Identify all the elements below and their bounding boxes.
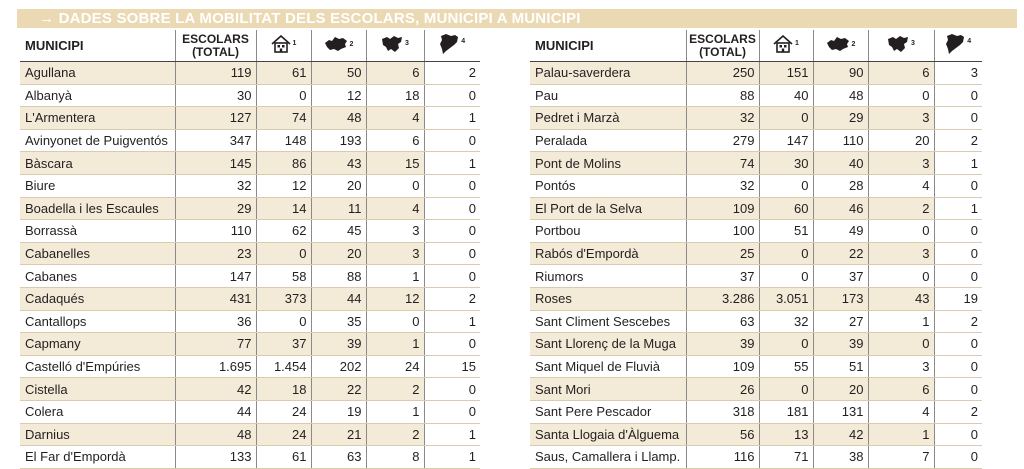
escolars-total-cell: 145 bbox=[175, 152, 256, 175]
same-province-count-cell: 1 bbox=[366, 333, 424, 356]
same-municipality-count-cell: 58 bbox=[256, 265, 311, 288]
catalonia-count-cell: 3 bbox=[934, 62, 982, 85]
municipality-name-cell: El Port de la Selva bbox=[530, 197, 686, 220]
table-row bbox=[20, 62, 480, 85]
escolars-total-cell: 100 bbox=[686, 220, 759, 243]
escolars-total-cell: 36 bbox=[175, 310, 256, 333]
same-comarca-count-cell: 11 bbox=[311, 197, 366, 220]
same-municipality-count-cell: 148 bbox=[256, 129, 311, 152]
same-province-count-cell: 4 bbox=[366, 107, 424, 130]
same-comarca-count-cell: 202 bbox=[311, 355, 366, 378]
escolars-total-cell: 63 bbox=[686, 310, 759, 333]
same-comarca-count-cell: 12 bbox=[311, 84, 366, 107]
table-row bbox=[20, 84, 480, 107]
escolars-total-column-header bbox=[175, 30, 256, 62]
same-comarca-count-cell: 43 bbox=[311, 152, 366, 175]
same-municipality-count-cell: 151 bbox=[759, 62, 813, 85]
same-province-count-cell: 0 bbox=[868, 265, 934, 288]
same-municipality-count-cell: 62 bbox=[256, 220, 311, 243]
same-municipality-count-cell: 3.051 bbox=[759, 287, 813, 310]
same-comarca-count-cell: 42 bbox=[813, 423, 868, 446]
table-row bbox=[20, 446, 480, 469]
same-municipality-count-cell: 55 bbox=[759, 355, 813, 378]
same-province-count-cell: 4 bbox=[868, 400, 934, 423]
escolars-total-cell: 250 bbox=[686, 62, 759, 85]
same-municipality-count-cell: 0 bbox=[256, 84, 311, 107]
municipality-name-cell: Roses bbox=[530, 287, 686, 310]
same-comarca-count-cell: 29 bbox=[813, 107, 868, 130]
municipality-name-cell: Darnius bbox=[20, 423, 175, 446]
municipality-name-cell: Cadaqués bbox=[20, 287, 175, 310]
same-comarca-count-cell: 46 bbox=[813, 197, 868, 220]
catalonia-count-cell: 19 bbox=[934, 287, 982, 310]
escolars-total-cell: 147 bbox=[175, 265, 256, 288]
province-map-icon bbox=[381, 35, 403, 53]
same-municipality-count-cell: 37 bbox=[256, 333, 311, 356]
table-row bbox=[530, 355, 982, 378]
table-row bbox=[530, 152, 982, 175]
escolars-total-cell: 77 bbox=[175, 333, 256, 356]
catalonia-count-cell: 0 bbox=[934, 242, 982, 265]
same-comarca-count-cell: 88 bbox=[311, 265, 366, 288]
same-province-count-cell: 3 bbox=[868, 107, 934, 130]
escolars-total-cell: 56 bbox=[686, 423, 759, 446]
same-municipality-count-cell: 13 bbox=[759, 423, 813, 446]
footnote-marker: 1 bbox=[795, 40, 799, 47]
same-comarca-count-cell: 48 bbox=[311, 107, 366, 130]
same-province-count-cell: 6 bbox=[868, 62, 934, 85]
same-municipality-count-cell: 373 bbox=[256, 287, 311, 310]
same-municipality-count-cell: 61 bbox=[256, 446, 311, 469]
catalonia-map-icon bbox=[945, 33, 965, 55]
catalonia-count-cell: 0 bbox=[424, 242, 480, 265]
same-province-count-cell: 6 bbox=[366, 62, 424, 85]
municipality-name-cell: Sant Llorenç de la Muga bbox=[530, 333, 686, 356]
catalonia-count-cell: 0 bbox=[424, 84, 480, 107]
municipality-name-cell: Agullana bbox=[20, 62, 175, 85]
table-row bbox=[530, 446, 982, 469]
same-comarca-count-cell: 131 bbox=[813, 400, 868, 423]
footnote-marker: 3 bbox=[911, 40, 915, 47]
footnote-marker: 4 bbox=[967, 38, 972, 45]
table-row bbox=[20, 333, 480, 356]
municipality-name-cell: Pontós bbox=[530, 174, 686, 197]
arrow-icon: → bbox=[39, 10, 55, 27]
same-province-count-cell: 1 bbox=[868, 423, 934, 446]
municipality-name-cell: Rabós d'Empordà bbox=[530, 242, 686, 265]
escolars-total-cell: 1.695 bbox=[175, 355, 256, 378]
catalonia-map-column-header bbox=[424, 30, 480, 62]
same-municipality-count-cell: 0 bbox=[759, 174, 813, 197]
banner-title-text: DADES SOBRE LA MOBILITAT DELS ESCOLARS, MUNICIPI A MUNICIPI bbox=[58, 10, 581, 27]
same-province-count-cell: 1 bbox=[366, 265, 424, 288]
same-province-count-cell: 0 bbox=[366, 174, 424, 197]
municipality-name-cell: Sant Mori bbox=[530, 378, 686, 401]
same-province-count-cell: 43 bbox=[868, 287, 934, 310]
escolars-total-cell: 39 bbox=[686, 333, 759, 356]
escolars-total-cell: 133 bbox=[175, 446, 256, 469]
same-municipality-count-cell: 0 bbox=[759, 333, 813, 356]
table-row bbox=[20, 265, 480, 288]
escolars-total-cell: 347 bbox=[175, 129, 256, 152]
same-province-count-cell: 6 bbox=[868, 378, 934, 401]
footnote-marker: 3 bbox=[405, 40, 409, 47]
same-comarca-count-cell: 39 bbox=[311, 333, 366, 356]
same-comarca-count-cell: 38 bbox=[813, 446, 868, 469]
same-comarca-count-cell: 63 bbox=[311, 446, 366, 469]
same-province-count-cell: 1 bbox=[868, 310, 934, 333]
municipality-name-cell: Cabanes bbox=[20, 265, 175, 288]
catalonia-count-cell: 15 bbox=[424, 355, 480, 378]
same-comarca-count-cell: 40 bbox=[813, 152, 868, 175]
same-municipality-count-cell: 40 bbox=[759, 84, 813, 107]
municipi-column-header: MUNICIPI bbox=[20, 30, 175, 62]
municipality-name-cell: Biure bbox=[20, 174, 175, 197]
catalonia-count-cell: 1 bbox=[424, 446, 480, 469]
catalonia-count-cell: 0 bbox=[424, 333, 480, 356]
table-row bbox=[530, 333, 982, 356]
escolars-total-cell: 48 bbox=[175, 423, 256, 446]
catalonia-count-cell: 0 bbox=[424, 378, 480, 401]
escolars-total-cell: 32 bbox=[175, 174, 256, 197]
municipality-name-cell: Sant Climent Sescebes bbox=[530, 310, 686, 333]
escolars-total-cell: 74 bbox=[686, 152, 759, 175]
table-row bbox=[20, 310, 480, 333]
catalonia-count-cell: 0 bbox=[424, 400, 480, 423]
catalonia-count-cell: 0 bbox=[424, 174, 480, 197]
same-province-count-cell: 1 bbox=[366, 400, 424, 423]
municipality-name-cell: Santa Llogaia d'Àlguema bbox=[530, 423, 686, 446]
table-row bbox=[530, 378, 982, 401]
same-comarca-count-cell: 173 bbox=[813, 287, 868, 310]
escolars-total-cell: 3.286 bbox=[686, 287, 759, 310]
escolars-total-cell: 25 bbox=[686, 242, 759, 265]
footnote-marker: 2 bbox=[851, 41, 856, 48]
municipality-name-cell: Sant Pere Pescador bbox=[530, 400, 686, 423]
same-municipality-count-cell: 181 bbox=[759, 400, 813, 423]
escolars-total-cell: 42 bbox=[175, 378, 256, 401]
same-comarca-count-cell: 39 bbox=[813, 333, 868, 356]
banner-title bbox=[17, 10, 581, 27]
municipality-name-cell: Saus, Camallera i Llamp. bbox=[530, 446, 686, 469]
same-comarca-count-cell: 50 bbox=[311, 62, 366, 85]
table-row bbox=[530, 197, 982, 220]
escolars-total-cell: 110 bbox=[175, 220, 256, 243]
escolars-header-line2: (TOTAL) bbox=[192, 44, 239, 59]
municipality-name-cell: Portbou bbox=[530, 220, 686, 243]
same-municipality-count-cell: 1.454 bbox=[256, 355, 311, 378]
comarca-map-column-header bbox=[311, 30, 366, 62]
escolars-total-cell: 109 bbox=[686, 355, 759, 378]
catalonia-map-column-header bbox=[934, 30, 982, 62]
table-row bbox=[20, 423, 480, 446]
same-province-count-cell: 3 bbox=[868, 355, 934, 378]
table-row bbox=[530, 62, 982, 85]
same-comarca-count-cell: 19 bbox=[311, 400, 366, 423]
same-municipality-count-cell: 14 bbox=[256, 197, 311, 220]
same-comarca-count-cell: 110 bbox=[813, 129, 868, 152]
same-province-count-cell: 0 bbox=[868, 220, 934, 243]
same-municipality-count-cell: 24 bbox=[256, 400, 311, 423]
house-icon bbox=[271, 35, 291, 53]
same-comarca-count-cell: 20 bbox=[311, 174, 366, 197]
escolars-total-cell: 127 bbox=[175, 107, 256, 130]
catalonia-count-cell: 0 bbox=[934, 174, 982, 197]
same-municipality-count-cell: 86 bbox=[256, 152, 311, 175]
catalonia-count-cell: 0 bbox=[934, 446, 982, 469]
escolars-header-line1: ESCOLARS bbox=[182, 31, 249, 46]
same-province-count-cell: 4 bbox=[868, 174, 934, 197]
escolars-total-cell: 318 bbox=[686, 400, 759, 423]
escolars-total-cell: 26 bbox=[686, 378, 759, 401]
same-municipality-count-cell: 18 bbox=[256, 378, 311, 401]
municipality-name-cell: Cistella bbox=[20, 378, 175, 401]
same-province-count-cell: 0 bbox=[868, 84, 934, 107]
table-row bbox=[20, 174, 480, 197]
house-column-header bbox=[256, 30, 311, 62]
table-row bbox=[530, 265, 982, 288]
same-comarca-count-cell: 22 bbox=[813, 242, 868, 265]
house-column-header bbox=[759, 30, 813, 62]
table-row bbox=[20, 355, 480, 378]
same-province-count-cell: 15 bbox=[366, 152, 424, 175]
province-map-icon bbox=[887, 35, 909, 53]
municipality-name-cell: Riumors bbox=[530, 265, 686, 288]
escolars-total-cell: 116 bbox=[686, 446, 759, 469]
catalonia-map-icon bbox=[439, 33, 459, 55]
catalonia-count-cell: 0 bbox=[424, 220, 480, 243]
mobility-table-left bbox=[20, 30, 480, 469]
catalonia-count-cell: 1 bbox=[424, 423, 480, 446]
same-municipality-count-cell: 0 bbox=[759, 242, 813, 265]
catalonia-count-cell: 1 bbox=[934, 152, 982, 175]
same-comarca-count-cell: 28 bbox=[813, 174, 868, 197]
same-province-count-cell: 3 bbox=[868, 242, 934, 265]
table-row bbox=[530, 400, 982, 423]
catalonia-count-cell: 1 bbox=[424, 310, 480, 333]
same-comarca-count-cell: 193 bbox=[311, 129, 366, 152]
same-comarca-count-cell: 48 bbox=[813, 84, 868, 107]
same-municipality-count-cell: 61 bbox=[256, 62, 311, 85]
same-province-count-cell: 2 bbox=[366, 423, 424, 446]
table-row bbox=[530, 287, 982, 310]
same-municipality-count-cell: 74 bbox=[256, 107, 311, 130]
mobility-table-right bbox=[530, 30, 982, 469]
municipality-name-cell: Bàscara bbox=[20, 152, 175, 175]
same-municipality-count-cell: 0 bbox=[759, 265, 813, 288]
municipi-column-header: MUNICIPI bbox=[530, 30, 686, 62]
same-province-count-cell: 7 bbox=[868, 446, 934, 469]
title-banner bbox=[17, 9, 1017, 28]
same-municipality-count-cell: 30 bbox=[759, 152, 813, 175]
table-row bbox=[20, 287, 480, 310]
catalonia-count-cell: 2 bbox=[934, 129, 982, 152]
table-row bbox=[20, 107, 480, 130]
municipality-name-cell: Palau-saverdera bbox=[530, 62, 686, 85]
comarca-map-column-header bbox=[813, 30, 868, 62]
comarca-map-icon bbox=[324, 36, 348, 52]
province-map-column-header bbox=[868, 30, 934, 62]
catalonia-count-cell: 0 bbox=[934, 378, 982, 401]
table-row bbox=[20, 400, 480, 423]
same-municipality-count-cell: 71 bbox=[759, 446, 813, 469]
escolars-total-cell: 32 bbox=[686, 174, 759, 197]
escolars-total-column-header bbox=[686, 30, 759, 62]
municipality-name-cell: Albanyà bbox=[20, 84, 175, 107]
province-map-column-header bbox=[366, 30, 424, 62]
table-row bbox=[20, 129, 480, 152]
table-row bbox=[530, 220, 982, 243]
catalonia-count-cell: 0 bbox=[934, 333, 982, 356]
municipality-name-cell: Cabanelles bbox=[20, 242, 175, 265]
comarca-map-icon bbox=[826, 36, 850, 52]
table-row bbox=[530, 84, 982, 107]
same-municipality-count-cell: 51 bbox=[759, 220, 813, 243]
table-row bbox=[20, 378, 480, 401]
same-comarca-count-cell: 37 bbox=[813, 265, 868, 288]
same-province-count-cell: 0 bbox=[868, 333, 934, 356]
catalonia-count-cell: 0 bbox=[934, 84, 982, 107]
same-municipality-count-cell: 0 bbox=[759, 378, 813, 401]
municipality-name-cell: El Far d'Empordà bbox=[20, 446, 175, 469]
escolars-total-cell: 37 bbox=[686, 265, 759, 288]
same-province-count-cell: 2 bbox=[868, 197, 934, 220]
same-comarca-count-cell: 45 bbox=[311, 220, 366, 243]
catalonia-count-cell: 0 bbox=[934, 355, 982, 378]
escolars-total-cell: 44 bbox=[175, 400, 256, 423]
table-row bbox=[20, 242, 480, 265]
municipality-name-cell: Avinyonet de Puigventós bbox=[20, 129, 175, 152]
same-comarca-count-cell: 20 bbox=[311, 242, 366, 265]
escolars-total-cell: 119 bbox=[175, 62, 256, 85]
catalonia-count-cell: 1 bbox=[424, 152, 480, 175]
same-province-count-cell: 24 bbox=[366, 355, 424, 378]
catalonia-count-cell: 2 bbox=[934, 400, 982, 423]
catalonia-count-cell: 2 bbox=[934, 310, 982, 333]
municipality-name-cell: Pau bbox=[530, 84, 686, 107]
catalonia-count-cell: 2 bbox=[424, 62, 480, 85]
same-municipality-count-cell: 24 bbox=[256, 423, 311, 446]
same-comarca-count-cell: 49 bbox=[813, 220, 868, 243]
catalonia-count-cell: 0 bbox=[934, 423, 982, 446]
footnote-marker: 4 bbox=[461, 38, 466, 45]
same-municipality-count-cell: 32 bbox=[759, 310, 813, 333]
catalonia-count-cell: 0 bbox=[424, 129, 480, 152]
same-province-count-cell: 8 bbox=[366, 446, 424, 469]
same-province-count-cell: 12 bbox=[366, 287, 424, 310]
same-municipality-count-cell: 0 bbox=[256, 310, 311, 333]
municipality-name-cell: Pedret i Marzà bbox=[530, 107, 686, 130]
same-province-count-cell: 2 bbox=[366, 378, 424, 401]
escolars-total-cell: 30 bbox=[175, 84, 256, 107]
municipality-name-cell: Borrassà bbox=[20, 220, 175, 243]
escolars-total-cell: 32 bbox=[686, 107, 759, 130]
table-row bbox=[530, 423, 982, 446]
escolars-total-cell: 109 bbox=[686, 197, 759, 220]
catalonia-count-cell: 0 bbox=[424, 265, 480, 288]
same-comarca-count-cell: 27 bbox=[813, 310, 868, 333]
table-row bbox=[20, 152, 480, 175]
same-municipality-count-cell: 147 bbox=[759, 129, 813, 152]
same-comarca-count-cell: 51 bbox=[813, 355, 868, 378]
escolars-header-line1: ESCOLARS bbox=[689, 31, 756, 46]
catalonia-count-cell: 0 bbox=[934, 265, 982, 288]
catalonia-count-cell: 0 bbox=[424, 197, 480, 220]
escolars-total-cell: 29 bbox=[175, 197, 256, 220]
municipality-name-cell: Sant Miquel de Fluvià bbox=[530, 355, 686, 378]
escolars-total-cell: 23 bbox=[175, 242, 256, 265]
footnote-marker: 1 bbox=[292, 40, 297, 47]
escolars-total-cell: 88 bbox=[686, 84, 759, 107]
escolars-total-cell: 431 bbox=[175, 287, 256, 310]
table-row bbox=[530, 174, 982, 197]
table-row bbox=[20, 220, 480, 243]
municipality-name-cell: L'Armentera bbox=[20, 107, 175, 130]
same-municipality-count-cell: 0 bbox=[256, 242, 311, 265]
same-province-count-cell: 18 bbox=[366, 84, 424, 107]
same-municipality-count-cell: 0 bbox=[759, 107, 813, 130]
catalonia-count-cell: 1 bbox=[934, 197, 982, 220]
same-municipality-count-cell: 60 bbox=[759, 197, 813, 220]
catalonia-count-cell: 0 bbox=[934, 107, 982, 130]
table-row bbox=[530, 107, 982, 130]
municipality-name-cell: Castelló d'Empúries bbox=[20, 355, 175, 378]
municipality-name-cell: Capmany bbox=[20, 333, 175, 356]
catalonia-count-cell: 2 bbox=[424, 287, 480, 310]
house-icon bbox=[773, 35, 793, 53]
municipality-name-cell: Colera bbox=[20, 400, 175, 423]
escolars-header-line2: (TOTAL) bbox=[699, 44, 746, 59]
table-row bbox=[20, 197, 480, 220]
table-row bbox=[530, 129, 982, 152]
escolars-total-cell: 279 bbox=[686, 129, 759, 152]
same-province-count-cell: 3 bbox=[366, 220, 424, 243]
same-comarca-count-cell: 90 bbox=[813, 62, 868, 85]
same-province-count-cell: 20 bbox=[868, 129, 934, 152]
catalonia-count-cell: 1 bbox=[424, 107, 480, 130]
same-province-count-cell: 3 bbox=[868, 152, 934, 175]
same-municipality-count-cell: 12 bbox=[256, 174, 311, 197]
same-province-count-cell: 0 bbox=[366, 310, 424, 333]
table-row bbox=[530, 310, 982, 333]
header-row bbox=[530, 30, 982, 62]
header-row bbox=[20, 30, 480, 62]
same-province-count-cell: 3 bbox=[366, 242, 424, 265]
same-comarca-count-cell: 22 bbox=[311, 378, 366, 401]
municipality-name-cell: Cantallops bbox=[20, 310, 175, 333]
same-comarca-count-cell: 21 bbox=[311, 423, 366, 446]
same-comarca-count-cell: 20 bbox=[813, 378, 868, 401]
municipality-name-cell: Boadella i les Escaules bbox=[20, 197, 175, 220]
catalonia-count-cell: 0 bbox=[934, 220, 982, 243]
same-comarca-count-cell: 44 bbox=[311, 287, 366, 310]
footnote-marker: 2 bbox=[349, 41, 354, 48]
municipality-name-cell: Pont de Molins bbox=[530, 152, 686, 175]
table-row bbox=[530, 242, 982, 265]
same-province-count-cell: 4 bbox=[366, 197, 424, 220]
same-province-count-cell: 6 bbox=[366, 129, 424, 152]
municipality-name-cell: Peralada bbox=[530, 129, 686, 152]
same-comarca-count-cell: 35 bbox=[311, 310, 366, 333]
